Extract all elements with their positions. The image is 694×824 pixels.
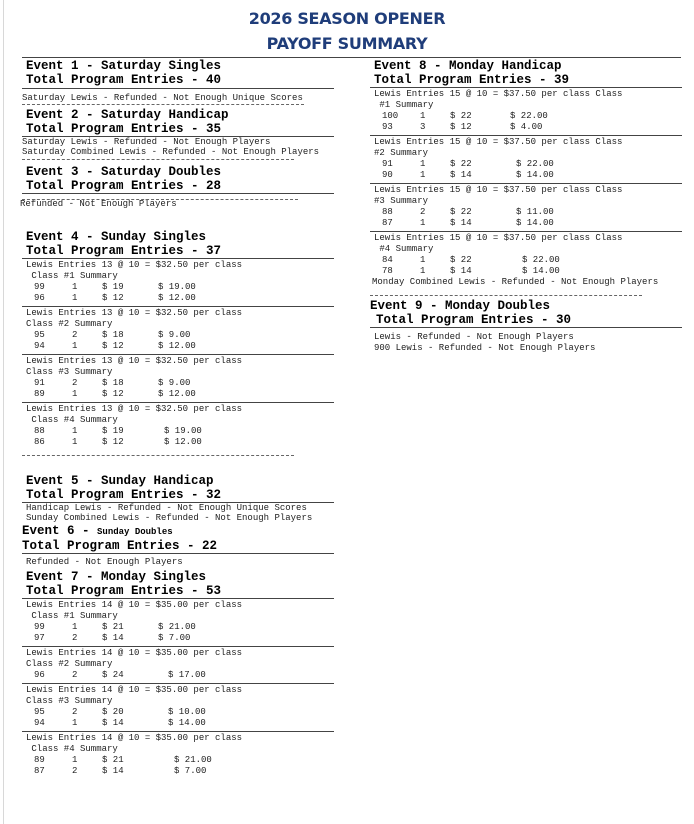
- payout: $ 10.00: [168, 707, 206, 717]
- count: 1: [72, 718, 78, 728]
- event-6: [22, 524, 217, 553]
- score: 84: [382, 255, 393, 265]
- event-8: [370, 59, 569, 87]
- count: 1: [72, 389, 78, 399]
- event-5-note-2: Sunday Combined Lewis - Refunded - Not Enough Players: [26, 513, 313, 523]
- count: 1: [420, 159, 426, 169]
- payout: $ 11.00: [516, 207, 554, 217]
- divider: [22, 199, 298, 200]
- event-8-class-2: [370, 137, 622, 181]
- page-title: 2026 SEASON OPENER: [248, 9, 446, 28]
- payout: $ 22.00: [510, 111, 548, 121]
- score: 91: [34, 378, 45, 388]
- payout-row: [22, 622, 242, 633]
- class-label: Class #2 Summary: [26, 319, 113, 329]
- divider: [370, 295, 642, 296]
- event-5: [22, 474, 221, 502]
- event-4-class-4: [22, 404, 242, 448]
- payout-row: [22, 426, 242, 437]
- lewis-entries: Lewis Entries 14 @ 10 = $35.00 per class: [26, 600, 243, 610]
- score: 93: [382, 122, 393, 132]
- event-6-title: [22, 524, 217, 539]
- lewis-entries: Lewis Entries 15 @ 10 = $37.50 per class Class: [374, 137, 623, 147]
- payout-row: [370, 159, 622, 170]
- event-2: [22, 108, 229, 136]
- event-2-note-2: Saturday Combined Lewis - Refunded - Not Enough Players: [22, 147, 320, 157]
- event-5-title: Event 5 - Sunday Handicap: [26, 474, 214, 488]
- score: 87: [382, 218, 393, 228]
- pot: $ 12: [450, 122, 472, 132]
- pot: $ 14: [450, 266, 472, 276]
- event-6-entries: Total Program Entries - 22: [22, 539, 218, 553]
- count: 1: [72, 426, 78, 436]
- divider: [22, 159, 294, 160]
- pot: $ 14: [102, 633, 124, 643]
- event-9-title: Event 9 - Monday Doubles: [370, 299, 551, 313]
- event-4-class-3: [22, 356, 242, 400]
- count: 1: [420, 218, 426, 228]
- payout-row: [370, 122, 622, 133]
- event-9-note-2: 900 Lewis - Refunded - Not Enough Players: [374, 343, 596, 353]
- class-label: Class #3 Summary: [26, 367, 113, 377]
- event-1-note: Saturday Lewis - Refunded - Not Enough Unique Scores: [22, 93, 303, 103]
- score: 88: [34, 426, 45, 436]
- pot: $ 14: [102, 718, 124, 728]
- count: 3: [420, 122, 426, 132]
- event-1-entries: Total Program Entries - 40: [26, 73, 222, 87]
- payout: $ 12.00: [158, 293, 196, 303]
- divider: [22, 683, 334, 684]
- payout-row: [370, 111, 622, 122]
- event-6-title-day: Sunday Doubles: [97, 527, 173, 537]
- payout-row: [370, 218, 622, 229]
- payout-row: [22, 755, 242, 766]
- score: 88: [382, 207, 393, 217]
- payout-row: [22, 330, 242, 341]
- event-8-class-4: [370, 233, 658, 288]
- count: 1: [420, 170, 426, 180]
- divider: [22, 104, 304, 105]
- divider: [22, 88, 334, 89]
- count: 1: [420, 111, 426, 121]
- pot: $ 22: [450, 111, 472, 121]
- pot: $ 22: [450, 159, 472, 169]
- payout: $ 7.00: [174, 766, 207, 776]
- pot: $ 24: [102, 670, 124, 680]
- lewis-entries: Lewis Entries 14 @ 10 = $35.00 per class: [26, 733, 243, 743]
- payout: $ 21.00: [174, 755, 212, 765]
- event-9: [370, 299, 571, 327]
- payout: $ 14.00: [522, 266, 560, 276]
- lewis-entries: Lewis Entries 15 @ 10 = $37.50 per class Class: [374, 185, 623, 195]
- payout: $ 14.00: [168, 718, 206, 728]
- event-6-note: Refunded - Not Enough Players: [26, 557, 183, 567]
- score: 90: [382, 170, 393, 180]
- lewis-entries: Lewis Entries 14 @ 10 = $35.00 per class: [26, 648, 243, 658]
- count: 1: [72, 282, 78, 292]
- divider: [22, 455, 294, 456]
- score: 97: [34, 633, 45, 643]
- class-label: Class #1 Summary: [26, 271, 118, 281]
- payout-row: [22, 718, 242, 729]
- score: 89: [34, 755, 45, 765]
- divider: [370, 87, 682, 88]
- payout-row: [22, 766, 242, 777]
- lewis-entries: Lewis Entries 14 @ 10 = $35.00 per class: [26, 685, 243, 695]
- count: 1: [72, 437, 78, 447]
- score: 87: [34, 766, 45, 776]
- event-7-class-2: [22, 648, 242, 681]
- payout: $ 14.00: [516, 170, 554, 180]
- event-8-note: Monday Combined Lewis - Refunded - Not Enough Players: [372, 277, 659, 287]
- payout: $ 14.00: [516, 218, 554, 228]
- divider: [22, 258, 334, 259]
- event-6-title-main: Event 6 -: [22, 524, 98, 538]
- event-9-entries: Total Program Entries - 30: [376, 313, 572, 327]
- count: 1: [72, 341, 78, 351]
- score: 99: [34, 282, 45, 292]
- score: 86: [34, 437, 45, 447]
- lewis-entries: Lewis Entries 13 @ 10 = $32.50 per class: [26, 356, 243, 366]
- page-border: [3, 0, 4, 824]
- payout: $ 12.00: [158, 341, 196, 351]
- score: 91: [382, 159, 393, 169]
- divider: [370, 183, 682, 184]
- event-7-entries: Total Program Entries - 53: [26, 584, 222, 598]
- payout: $ 19.00: [158, 282, 196, 292]
- pot: $ 22: [450, 207, 472, 217]
- payout: $ 22.00: [516, 159, 554, 169]
- payout: $ 7.00: [158, 633, 191, 643]
- score: 78: [382, 266, 393, 276]
- title-rule: [22, 57, 681, 58]
- payout-row: [22, 293, 242, 304]
- payout-row: [370, 266, 658, 277]
- event-9-note-1: Lewis - Refunded - Not Enough Players: [374, 332, 574, 342]
- count: 2: [72, 330, 78, 340]
- divider: [22, 598, 334, 599]
- score: 89: [34, 389, 45, 399]
- pot: $ 18: [102, 378, 124, 388]
- class-label: #1 Summary: [374, 100, 434, 110]
- event-4: [22, 230, 221, 258]
- payout: $ 19.00: [164, 426, 202, 436]
- count: 2: [72, 633, 78, 643]
- count: 2: [72, 378, 78, 388]
- count: 2: [72, 707, 78, 717]
- divider: [22, 306, 334, 307]
- event-8-title: Event 8 - Monday Handicap: [374, 59, 562, 73]
- payout-row: [22, 437, 242, 448]
- pot: $ 19: [102, 426, 124, 436]
- payout: $ 9.00: [158, 378, 191, 388]
- class-label: #3 Summary: [374, 196, 429, 206]
- lewis-entries: Lewis Entries 13 @ 10 = $32.50 per class: [26, 404, 243, 414]
- count: 2: [72, 766, 78, 776]
- class-label: Class #1 Summary: [26, 611, 118, 621]
- event-3-title: Event 3 - Saturday Doubles: [26, 165, 222, 179]
- page-subtitle: PAYOFF SUMMARY: [266, 34, 428, 53]
- pot: $ 12: [102, 293, 124, 303]
- score: 94: [34, 341, 45, 351]
- payout-row: [22, 670, 242, 681]
- payout: $ 21.00: [158, 622, 196, 632]
- count: 1: [420, 255, 426, 265]
- score: 95: [34, 707, 45, 717]
- pot: $ 22: [450, 255, 472, 265]
- count: 1: [72, 755, 78, 765]
- event-8-class-3: [370, 185, 622, 229]
- payout-row: [22, 389, 242, 400]
- event-4-class-1: [22, 260, 242, 304]
- divider: [22, 193, 334, 194]
- payout: $ 22.00: [522, 255, 560, 265]
- pot: $ 12: [102, 437, 124, 447]
- event-7: [22, 570, 221, 598]
- pot: $ 14: [102, 766, 124, 776]
- event-5-note-1: Handicap Lewis - Refunded - Not Enough Unique Scores: [26, 503, 307, 513]
- pot: $ 14: [450, 218, 472, 228]
- payout-row: [370, 207, 622, 218]
- payout-row: [370, 170, 622, 181]
- class-label: Class #4 Summary: [26, 744, 118, 754]
- payout-row: [22, 341, 242, 352]
- payout-row: [22, 633, 242, 644]
- event-8-class-1: [370, 89, 622, 133]
- event-2-title: Event 2 - Saturday Handicap: [26, 108, 229, 122]
- event-7-class-1: [22, 600, 242, 644]
- event-4-entries: Total Program Entries - 37: [26, 244, 222, 258]
- payout: $ 12.00: [158, 389, 196, 399]
- class-label: Class #3 Summary: [26, 696, 113, 706]
- score: 95: [34, 330, 45, 340]
- count: 1: [72, 622, 78, 632]
- score: 96: [34, 670, 45, 680]
- divider: [370, 231, 682, 232]
- payout-row: [22, 282, 242, 293]
- event-8-entries: Total Program Entries - 39: [374, 73, 570, 87]
- score: 94: [34, 718, 45, 728]
- lewis-entries: Lewis Entries 13 @ 10 = $32.50 per class: [26, 260, 243, 270]
- event-2-entries: Total Program Entries - 35: [26, 122, 222, 136]
- event-4-class-2: [22, 308, 242, 352]
- count: 2: [72, 670, 78, 680]
- pot: $ 20: [102, 707, 124, 717]
- lewis-entries: Lewis Entries 15 @ 10 = $37.50 per class Class: [374, 233, 623, 243]
- payout-row: [22, 378, 242, 389]
- pot: $ 18: [102, 330, 124, 340]
- pot: $ 21: [102, 755, 124, 765]
- event-3-entries: Total Program Entries - 28: [26, 179, 222, 193]
- score: 99: [34, 622, 45, 632]
- pot: $ 21: [102, 622, 124, 632]
- event-4-title: Event 4 - Sunday Singles: [26, 230, 207, 244]
- class-label: Class #4 Summary: [26, 415, 118, 425]
- event-7-class-3: [22, 685, 242, 729]
- pot: $ 12: [102, 341, 124, 351]
- payout: $ 4.00: [510, 122, 543, 132]
- event-7-title: Event 7 - Monday Singles: [26, 570, 207, 584]
- lewis-entries: Lewis Entries 15 @ 10 = $37.50 per class Class: [374, 89, 623, 99]
- event-1: [22, 59, 221, 87]
- event-5-entries: Total Program Entries - 32: [26, 488, 222, 502]
- event-3-note: Refunded - Not Enough Players: [20, 199, 177, 209]
- divider: [22, 731, 334, 732]
- event-2-note-1: Saturday Lewis - Refunded - Not Enough Players: [22, 137, 271, 147]
- event-3: [22, 165, 221, 193]
- pot: $ 12: [102, 389, 124, 399]
- divider: [370, 327, 682, 328]
- count: 1: [420, 266, 426, 276]
- pot: $ 19: [102, 282, 124, 292]
- class-label: #4 Summary: [374, 244, 434, 254]
- payout: $ 9.00: [158, 330, 191, 340]
- event-1-title: Event 1 - Saturday Singles: [26, 59, 222, 73]
- event-7-class-4: [22, 733, 242, 777]
- class-label: Class #2 Summary: [26, 659, 113, 669]
- divider: [22, 402, 334, 403]
- score: 100: [382, 111, 399, 121]
- score: 96: [34, 293, 45, 303]
- divider: [22, 553, 334, 554]
- payout-row: [370, 255, 658, 266]
- payout: $ 12.00: [164, 437, 202, 447]
- class-label: #2 Summary: [374, 148, 429, 158]
- count: 1: [72, 293, 78, 303]
- payout: $ 17.00: [168, 670, 206, 680]
- divider: [22, 354, 334, 355]
- pot: $ 14: [450, 170, 472, 180]
- count: 2: [420, 207, 426, 217]
- payout-row: [22, 707, 242, 718]
- divider: [22, 646, 334, 647]
- lewis-entries: Lewis Entries 13 @ 10 = $32.50 per class: [26, 308, 243, 318]
- divider: [370, 135, 682, 136]
